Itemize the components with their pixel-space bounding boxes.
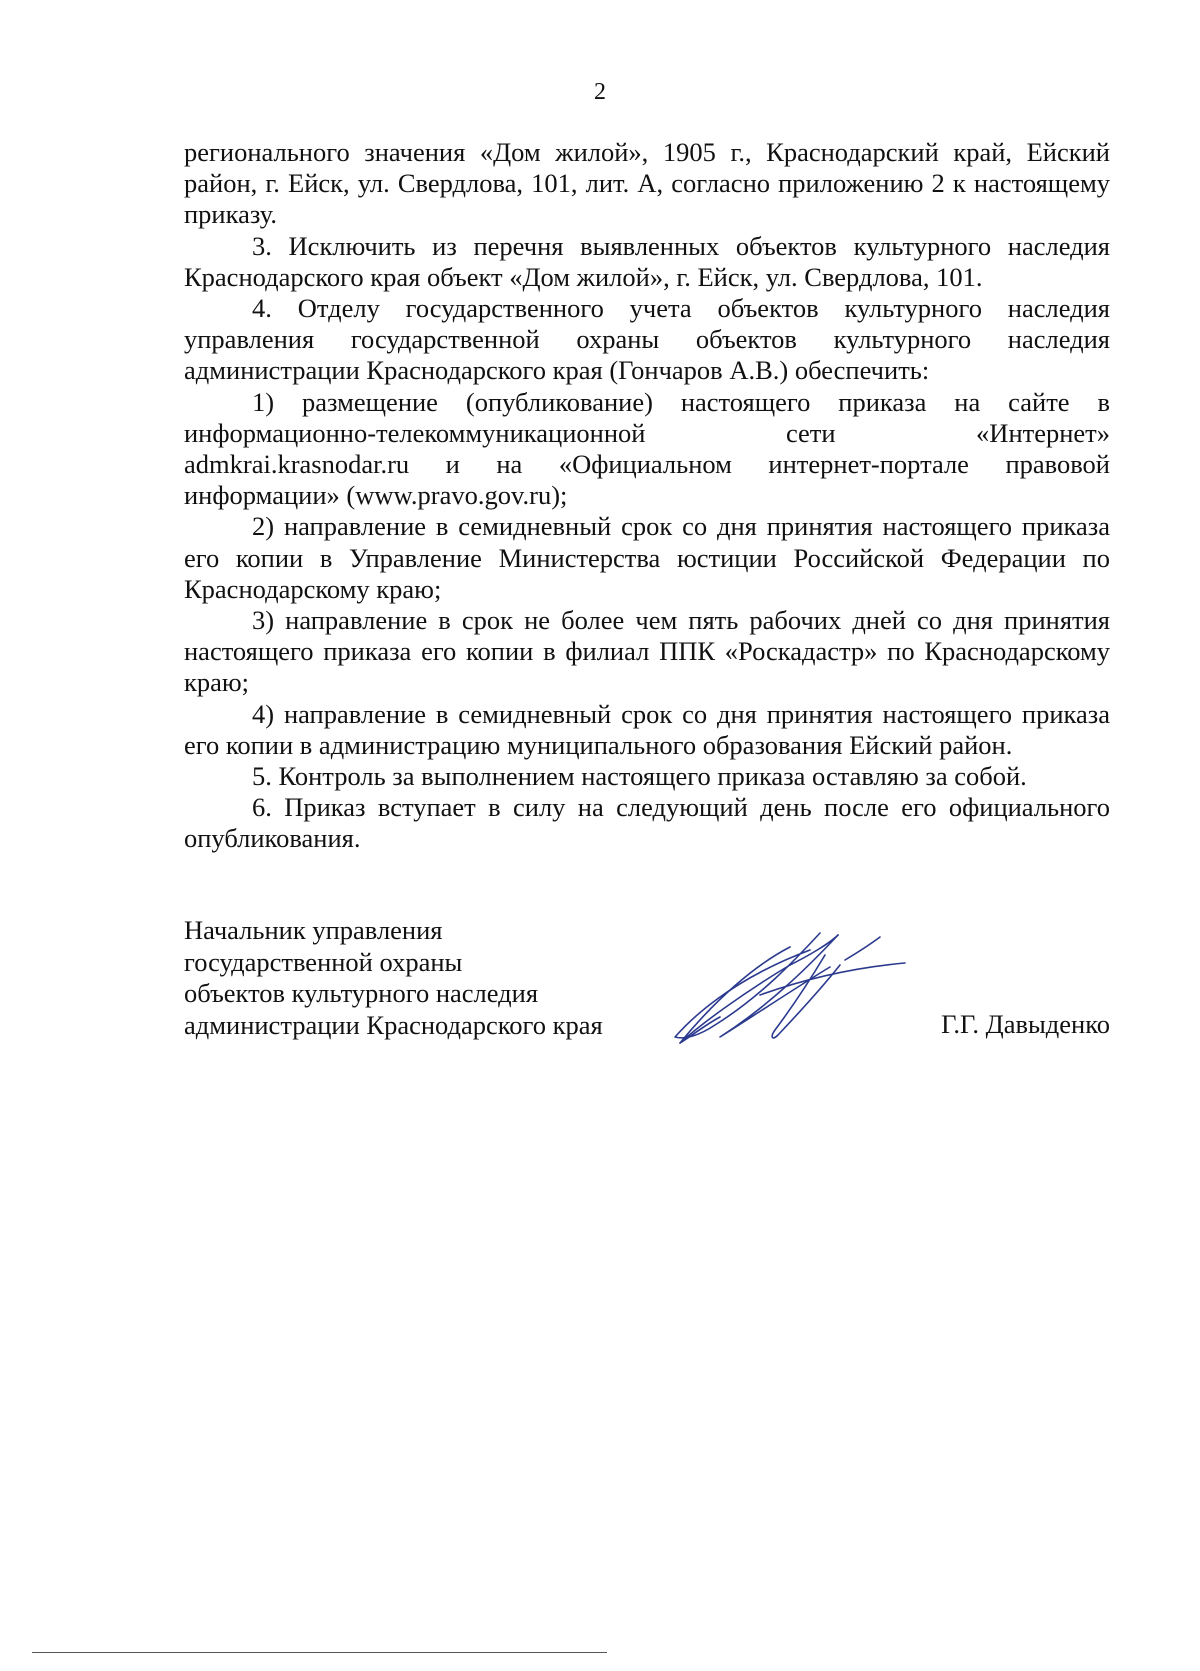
subitem-2-ministry-of-justice: 2) направление в семидневный срок со дня принятия настоящего приказа его копии в Управление Министерства юстиции Российской Федерации по Краснодарскому краю;	[184, 511, 1110, 604]
subitem-4-municipal-administration: 4) направление в семидневный срок со дня принятия настоящего приказа его копии в администрацию муниципального образования Ейский район.	[184, 698, 1110, 760]
subitem-1-publication: 1) размещение (опубликование) настоящего приказа на сайте в информационно-телекоммуникационной сети «Интернет»	[184, 386, 1110, 448]
bottom-divider	[32, 1652, 607, 1653]
paragraph-item-5: 5. Контроль за выполнением настоящего приказа оставляю за собой.	[252, 761, 1027, 792]
signatory-position-line: администрации Краснодарского края	[184, 1009, 603, 1040]
paragraph-item-3: 3. Исключить из перечня выявленных объектов культурного наследия Краснодарского края объект «Дом жилой», г. Ейск, ул. Свердлова, 101.	[184, 230, 1110, 292]
subitem-1-publication-sites: admkrai.krasnodar.ru и на «Официальном интернет-портале правовой информации» (www.pravo.gov.ru);	[184, 449, 1110, 511]
subitem-3-roskadastr: 3) направление в срок не более чем пять рабочих дней со дня принятия настоящего приказа его копии в филиал ППК «Роскадастр» по Краснодарскому краю;	[184, 605, 1110, 698]
signatory-position-line: Начальник управления	[184, 915, 443, 945]
paragraph-continuation: регионального значения «Дом жилой», 1905 г., Краснодарский край, Ейский район, г. Ейск, ул. Свердлова, 101, лит. А, согласно приложению 2 к настоящему приказу.	[184, 137, 1110, 230]
order-body	[184, 137, 1110, 855]
page-number: 2	[594, 79, 606, 105]
signatory-position-line: государственной охраны	[184, 946, 463, 977]
paragraph-item-6: 6. Приказ вступает в силу на следующий день после его официального опубликования.	[184, 792, 1110, 854]
paragraph-item-4: 4. Отделу государственного учета объектов культурного наследия управления государственной охраны объектов культурного наследия администрации Краснодарского края (Гончаров А.В.) обеспечить:	[184, 293, 1110, 386]
signatory-position	[184, 915, 603, 1041]
signatory-name: Г.Г. Давыденко	[941, 1009, 1110, 1039]
signatory-position-line: объектов культурного наследия	[184, 978, 539, 1008]
handwritten-signature	[660, 925, 920, 1065]
